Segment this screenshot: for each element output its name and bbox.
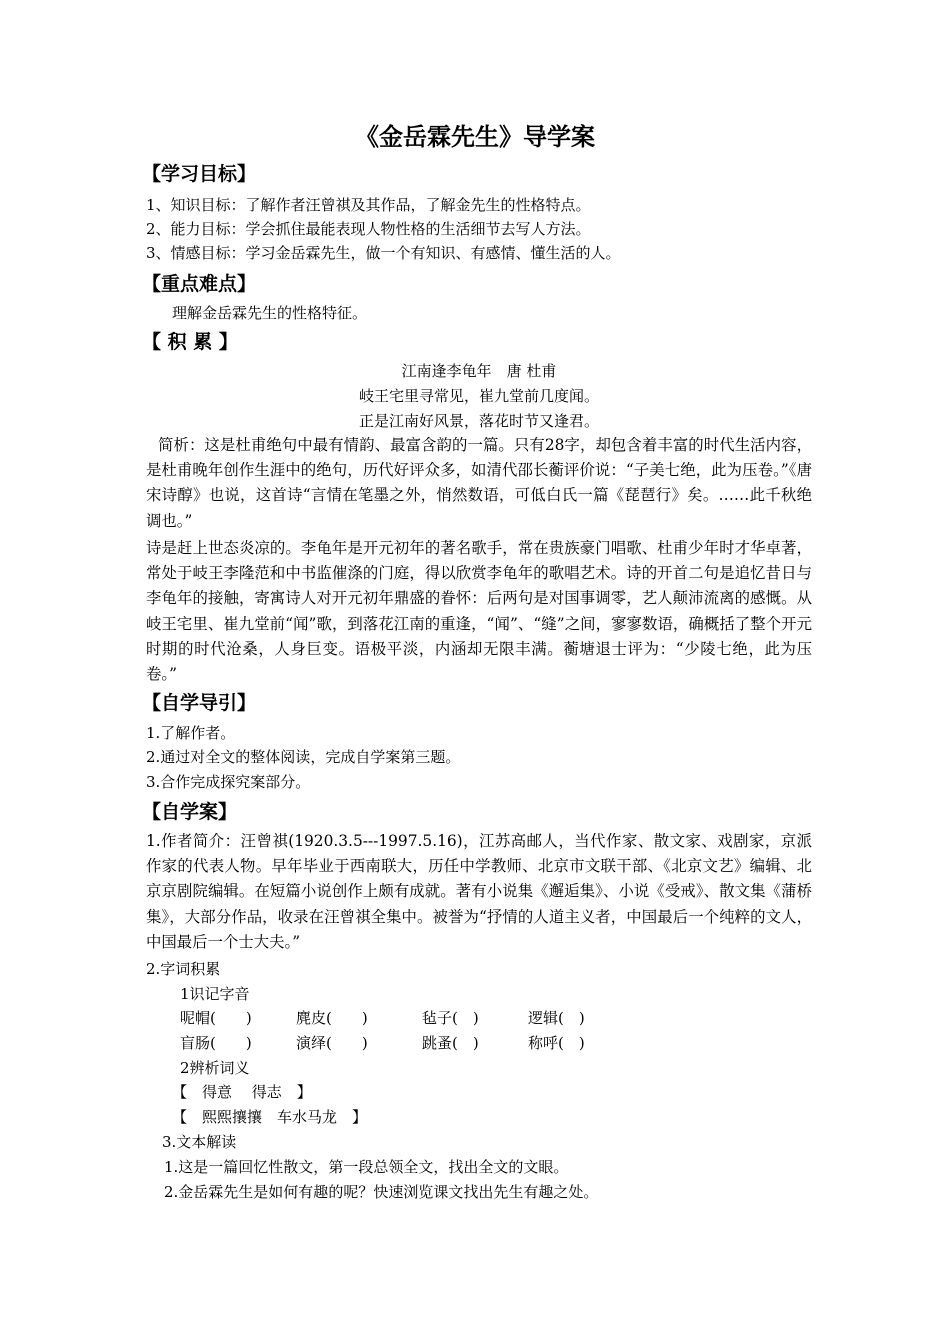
reading-heading: 3.文本解读: [162, 1133, 237, 1151]
key-point-text: 理解金岳霖先生的性格特征。: [172, 304, 368, 322]
pinyin-item: 称呼( ): [528, 1034, 585, 1052]
section-heading-study: 【自学案】: [142, 801, 238, 823]
goal-item: 3、情感目标：学习金岳霖先生，做一个有知识、有感情、懂生活的人。: [146, 244, 621, 262]
poem-analysis-2: 诗是赶上世态炎凉的。李龟年是开元初年的著名歌手，常在贵族豪门唱歌、杜甫少年时才华卓著，常处于岐王李隆范和中书监催涤的门庭，得以欣赏李龟年的歌唱艺术。诗的开首二句是追忆昔日与李龟年的接触，寄寓诗人对开元初年鼎盛的眷怀：后两句是对国事调零，艺人颠沛流离的感慨。从岐王宅里、崔九堂前“闻”歌，到落花江南的重逢，“闻”、“缝”之间，寥寥数语，确概括了整个开元时期的时代沧桑，人身巨变。语极平淡，内涵却无限丰满。蘅塘退士评为：“少陵七绝，此为压卷。”: [146, 539, 812, 684]
vocab-subheading: 1识记字音: [180, 985, 250, 1003]
section-heading-accumulation: 【 积 累 】: [142, 331, 238, 353]
page-title: 《金岳霖先生》导学案: [355, 123, 595, 151]
pinyin-item: 跳蚤( ): [422, 1034, 479, 1052]
poem-line: 正是江南好风景，落花时节又逢君。: [358, 412, 599, 430]
reading-question: 2.金岳霖先生是如何有趣的呢？快速浏览课文找出先生有趣之处。: [164, 1183, 599, 1201]
pinyin-item: 麂皮( ): [296, 1009, 368, 1027]
section-heading-key: 【重点难点】: [142, 273, 257, 295]
word-pair: 【 熙熙攘攘 车水马龙 】: [172, 1108, 368, 1126]
pinyin-item: 演绎( ): [296, 1034, 368, 1052]
poem-analysis: 简析：这是杜甫绝句中最有情韵、最富含韵的一篇。只有28字，却包含着丰富的时代生活内容，是杜甫晚年创作生涯中的绝句，历代好评众多，如清代邵长蘅评价说：“子美七绝，此为压卷。”《唐宋诗醇》也说，这首诗“言情在笔墨之外，悄然数语，可低白氏一篇《琵琶行》矣。……此千秋绝调也。”: [146, 436, 812, 530]
goal-item: 2、能力目标：学会抓住最能表现人物性格的生活细节去写人方法。: [146, 220, 591, 238]
guide-item: 2.通过对全文的整体阅读，完成自学案第三题。: [146, 748, 461, 766]
pinyin-item: 盲肠( ): [180, 1034, 252, 1052]
reading-question: 1.这是一篇回忆性散文，第一段总领全文，找出全文的文眼。: [164, 1158, 569, 1176]
guide-item: 3.合作完成探究案部分。: [146, 773, 311, 791]
goal-item: 1、知识目标：了解作者汪曾祺及其作品，了解金先生的性格特点。: [146, 196, 591, 214]
poem-line: 岐王宅里寻常见，崔九堂前几度闻。: [358, 387, 599, 405]
section-heading-goals: 【学习目标】: [142, 163, 257, 185]
pinyin-item: 毡子( ): [422, 1009, 479, 1027]
pinyin-item: 呢帽( ): [180, 1009, 252, 1027]
author-intro: 1.作者简介：汪曾祺(1920.3.5---1997.5.16)，江苏高邮人，当代作家、散文家、戏剧家，京派作家的代表人物。早年毕业于西南联大，历任中学教师、北京市文联干部、《北京文艺》编辑、北京京剧院编辑。在短篇小说创作上颇有成就。著有小说集《邂逅集》、小说《受戒》、散文集《蒲桥集》，大部分作品，收录在汪曾祺全集中。被誉为“抒情的人道主义者，中国最后一个纯粹的文人，中国最后一个士大夫。”: [146, 832, 812, 951]
pinyin-item: 逻辑( ): [528, 1009, 585, 1027]
guide-item: 1.了解作者。: [146, 724, 236, 742]
vocab-subheading: 2辨析词义: [180, 1059, 250, 1077]
vocab-heading: 2.字词积累: [146, 960, 221, 978]
poem-title-line: 江南逢李龟年 唐 杜甫: [401, 362, 557, 380]
word-pair: 【 得意 得志 】: [172, 1083, 312, 1101]
section-heading-guide: 【自学导引】: [142, 692, 257, 714]
